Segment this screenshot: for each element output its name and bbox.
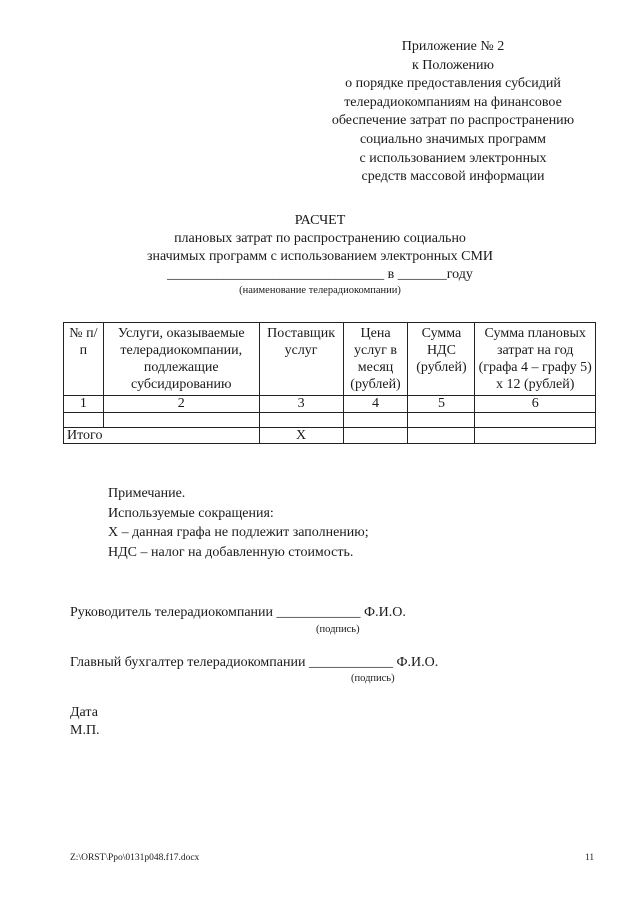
table-cell xyxy=(475,413,596,428)
table-cell xyxy=(408,413,475,428)
header-cell-services: Услуги, оказываемые телерадиокомпании, подлежащие субсидированию xyxy=(103,323,259,396)
appendix-line: средств массовой информации xyxy=(361,169,545,185)
table-row-empty xyxy=(64,413,596,428)
header-cell-vat: Сумма НДС (рублей) xyxy=(408,323,475,396)
title-line: плановых затрат по распространению социально xyxy=(174,231,466,246)
header-cell-price: Цена услуг в месяц (рублей) xyxy=(343,323,408,396)
column-number-cell: 5 xyxy=(408,396,475,413)
column-number-cell: 1 xyxy=(64,396,104,413)
date-label: Дата xyxy=(70,705,98,720)
column-number-cell: 3 xyxy=(259,396,343,413)
table-row-column-numbers xyxy=(64,396,596,413)
appendix-block xyxy=(300,38,606,187)
company-name-caption: (наименование телерадиокомпании) xyxy=(239,285,401,296)
footer-file-path: Z:\ORST\Ppo\0131p048.f17.docx xyxy=(70,853,200,863)
note-line: Примечание. xyxy=(108,486,186,501)
title-line: значимых программ с использованием электронных СМИ xyxy=(146,249,494,264)
header-cell-number: № п/п xyxy=(64,323,104,396)
seal-label: М.П. xyxy=(70,723,100,738)
appendix-line: о порядке предоставления субсидий xyxy=(345,76,561,92)
header-cell-annual-sum: Сумма плановых затрат на год (графа 4 – графу 5) х 12 (рублей) xyxy=(475,323,596,396)
table-cell xyxy=(343,413,408,428)
note-line: НДС – налог на добавленную стоимость. xyxy=(108,544,354,560)
table-cell xyxy=(475,428,596,444)
note-line: Х – данная графа не подлежит заполнению; xyxy=(108,525,369,540)
table-cell xyxy=(103,413,259,428)
table-cell xyxy=(408,428,475,444)
table-cell xyxy=(64,413,104,428)
document-title-block xyxy=(100,212,540,298)
column-number-cell: 2 xyxy=(103,396,259,413)
column-number-cell: 4 xyxy=(343,396,408,413)
appendix-line: с использованием электронных xyxy=(359,150,547,166)
appendix-line: обеспечение затрат по распространению xyxy=(331,113,575,129)
title-fill-line: _______________________________ в _______году xyxy=(167,267,473,282)
notes-block xyxy=(108,484,369,562)
table-cell xyxy=(343,428,408,444)
document-heading: РАСЧЕТ xyxy=(294,213,346,228)
date-seal-block xyxy=(70,704,100,740)
total-supplier-mark: Х xyxy=(259,428,343,444)
head-signature-caption: (подпись) xyxy=(316,624,360,635)
table-cell xyxy=(259,413,343,428)
page-number: 11 xyxy=(585,853,595,863)
head-signature-line: Руководитель телерадиокомпании ____________ Ф.И.О. xyxy=(70,605,406,620)
appendix-line: телерадиокомпаниям на финансовое xyxy=(344,94,562,110)
header-cell-supplier: Поставщик услуг xyxy=(259,323,343,396)
note-line: Используемые сокращения: xyxy=(108,505,274,521)
accountant-signature-line: Главный бухгалтер телерадиокомпании ____________ Ф.И.О. xyxy=(70,655,439,670)
appendix-line: к Положению xyxy=(411,57,494,73)
table-row-total xyxy=(64,428,596,444)
column-number-cell: 6 xyxy=(475,396,596,413)
accountant-signature-caption: (подпись) xyxy=(351,673,395,684)
appendix-line: социально значимых программ xyxy=(359,131,547,147)
appendix-line: Приложение № 2 xyxy=(401,39,505,54)
calculation-table xyxy=(63,322,596,444)
total-label: Итого xyxy=(64,428,260,444)
table-header-row xyxy=(64,323,596,396)
